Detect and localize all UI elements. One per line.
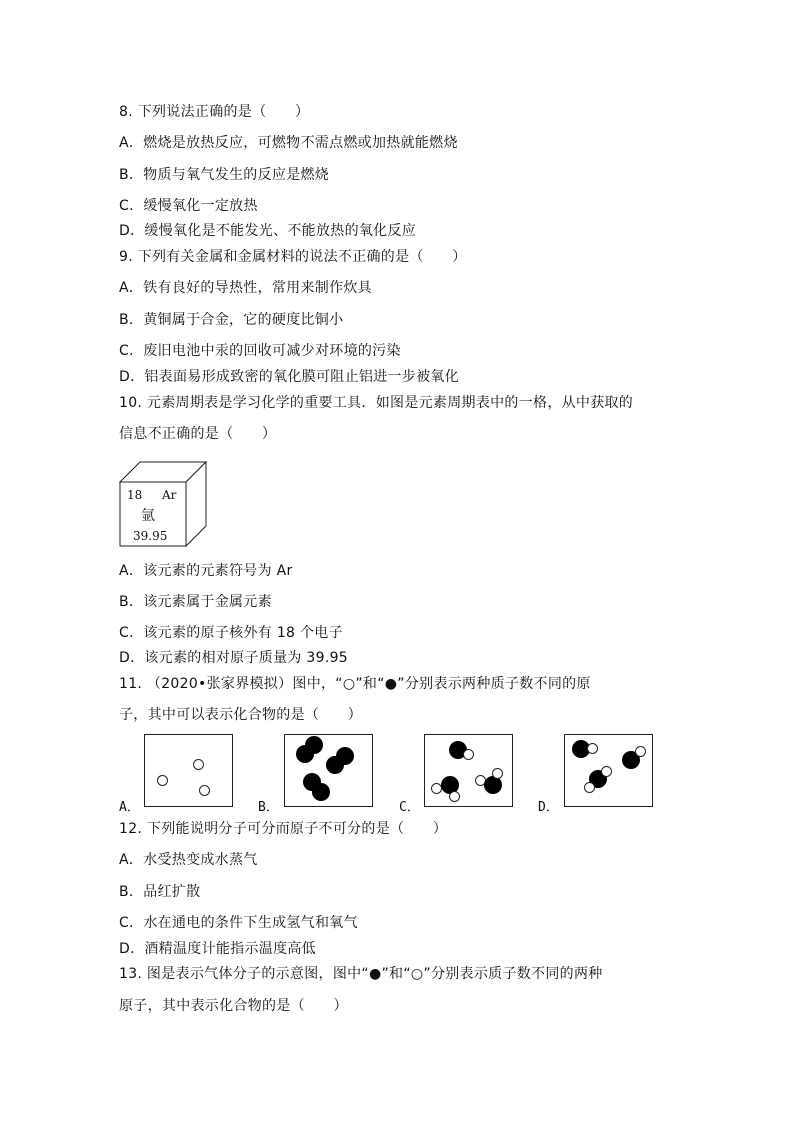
q13-stem-line2: 原子，其中表示化合物的是（ ）	[119, 998, 348, 1014]
white-atom-icon	[587, 743, 598, 754]
white-atom-icon	[157, 775, 168, 786]
white-atom-icon	[199, 785, 210, 796]
q8-stem: 8. 下列说法正确的是（ ）	[119, 104, 310, 120]
q10-option-b: B．该元素属于金属元素	[119, 594, 272, 610]
q12-option-c: C．水在通电的条件下生成氢气和氧气	[119, 915, 358, 931]
periodic-table-cell	[118, 460, 210, 548]
q11-diagram-d	[564, 734, 653, 807]
q11-stem-line1: 11. （2020•张家界模拟）图中，“○”和“●”分别表示两种质子数不同的原	[119, 676, 591, 692]
q12-stem: 12. 下列能说明分子可分而原子不可分的是（ ）	[119, 821, 448, 837]
q11-diagram-c	[424, 734, 513, 807]
q10-option-d: D．该元素的相对原子质量为 39.95	[119, 650, 349, 666]
q13-stem-line1: 13. 图是表示气体分子的示意图，图中“●”和“○”分别表示质子数不同的两种	[119, 966, 603, 982]
q9-option-d: D．铝表面易形成致密的氧化膜可阻止铝进一步被氧化	[119, 369, 459, 385]
q10-option-a: A．该元素的元素符号为 Ar	[119, 563, 293, 579]
q9-option-b: B．黄铜属于合金，它的硬度比铜小	[119, 312, 344, 328]
black-atom-icon	[312, 783, 330, 801]
cell-atomic-number: 18	[127, 488, 143, 502]
q12-option-b: B．品红扩散	[119, 884, 201, 900]
q11-label-d: D．	[538, 800, 559, 815]
q8-option-a: A．燃烧是放热反应，可燃物不需点燃或加热就能燃烧	[119, 135, 458, 151]
white-atom-icon	[492, 768, 503, 779]
q11-label-a: A．	[119, 800, 140, 815]
q8-option-b: B．物质与氧气发生的反应是燃烧	[119, 167, 330, 183]
white-atom-icon	[449, 791, 460, 802]
white-atom-icon	[635, 746, 646, 757]
q9-option-a: A．铁有良好的导热性，常用来制作炊具	[119, 280, 372, 296]
black-atom-icon	[296, 745, 314, 763]
white-atom-icon	[193, 759, 204, 770]
cell-atomic-mass: 39.95	[133, 529, 168, 543]
q11-diagram-a	[144, 734, 233, 807]
q11-label-c: C．	[399, 800, 420, 815]
cell-element-name: 氩	[141, 508, 155, 524]
q12-option-d: D．酒精温度计能指示温度高低	[119, 941, 316, 957]
white-atom-icon	[463, 749, 474, 760]
q10-option-c: C．该元素的原子核外有 18 个电子	[119, 625, 343, 641]
q10-stem-line1: 10. 元素周期表是学习化学的重要工具．如图是元素周期表中的一格，从中获取的	[119, 395, 634, 411]
q8-option-c: C．缓慢氧化一定放热	[119, 198, 258, 214]
q11-stem-line2: 子，其中可以表示化合物的是（ ）	[119, 707, 363, 723]
q9-option-c: C．废旧电池中汞的回收可减少对环境的污染	[119, 343, 401, 359]
white-atom-icon	[601, 766, 612, 777]
q12-option-a: A．水受热变成水蒸气	[119, 852, 258, 868]
q8-option-d: D．缓慢氧化是不能发光、不能放热的氧化反应	[119, 223, 417, 239]
black-atom-icon	[326, 756, 344, 774]
q11-label-b: B．	[258, 800, 279, 815]
white-atom-icon	[584, 782, 595, 793]
cell-element-symbol: Ar	[162, 488, 177, 502]
q11-diagram-b	[284, 734, 373, 807]
q10-stem-line2: 信息不正确的是（ ）	[119, 426, 277, 442]
q9-stem: 9. 下列有关金属和金属材料的说法不正确的是（ ）	[119, 249, 467, 265]
